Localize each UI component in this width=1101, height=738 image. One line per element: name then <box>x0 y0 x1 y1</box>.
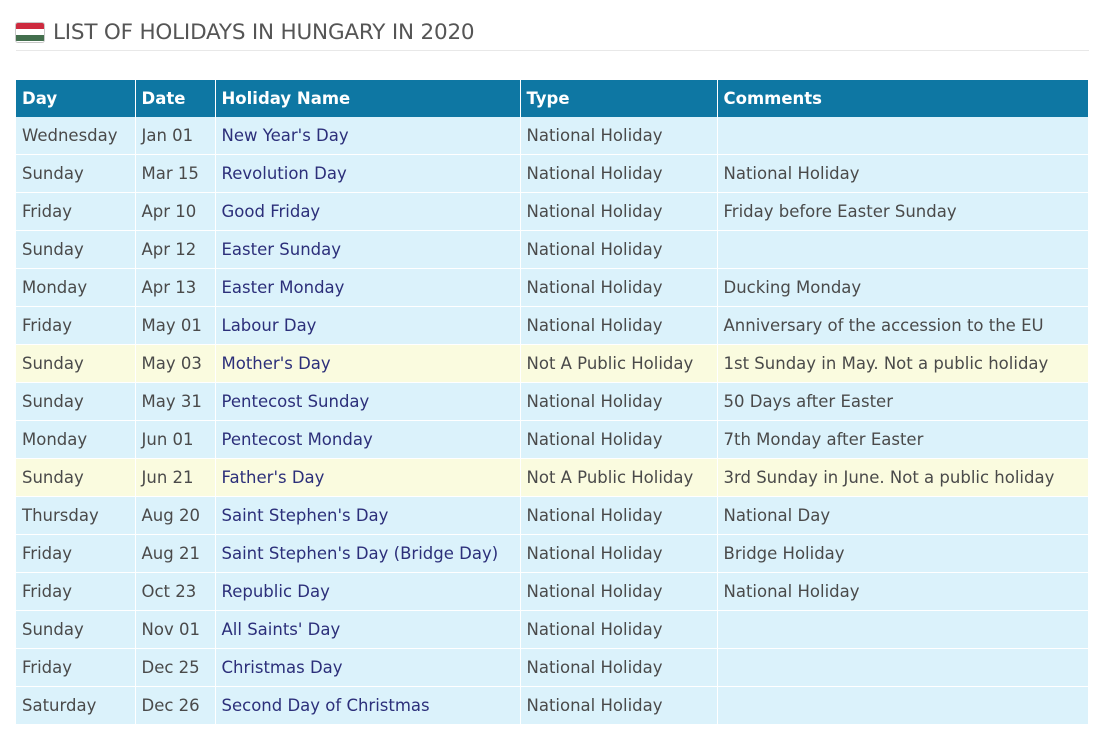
cell-day: Friday <box>16 535 135 573</box>
cell-day: Thursday <box>16 497 135 535</box>
cell-comments: 1st Sunday in May. Not a public holiday <box>717 345 1088 383</box>
cell-type: National Holiday <box>520 687 717 725</box>
cell-day: Sunday <box>16 345 135 383</box>
table-row <box>16 231 1088 269</box>
cell-date: Mar 15 <box>135 155 215 193</box>
cell-comments: Anniversary of the accession to the EU <box>717 307 1088 345</box>
cell-comments: Friday before Easter Sunday <box>717 193 1088 231</box>
cell-date: Jun 01 <box>135 421 215 459</box>
cell-date: Apr 10 <box>135 193 215 231</box>
table-row <box>16 269 1088 307</box>
table-row <box>16 649 1088 687</box>
cell-holiday-name[interactable]: Pentecost Sunday <box>215 383 520 421</box>
cell-type: National Holiday <box>520 269 717 307</box>
table-header-row <box>16 80 1088 117</box>
cell-type: National Holiday <box>520 649 717 687</box>
cell-type: National Holiday <box>520 383 717 421</box>
cell-date: May 31 <box>135 383 215 421</box>
cell-holiday-name[interactable]: All Saints' Day <box>215 611 520 649</box>
cell-type: National Holiday <box>520 497 717 535</box>
table-row <box>16 117 1088 155</box>
cell-date: May 03 <box>135 345 215 383</box>
column-header-comments[interactable]: Comments <box>717 80 1088 117</box>
cell-date: Nov 01 <box>135 611 215 649</box>
cell-day: Saturday <box>16 687 135 725</box>
cell-holiday-name[interactable]: Father's Day <box>215 459 520 497</box>
cell-type: National Holiday <box>520 611 717 649</box>
cell-day: Wednesday <box>16 117 135 155</box>
cell-holiday-name[interactable]: Christmas Day <box>215 649 520 687</box>
cell-type: National Holiday <box>520 535 717 573</box>
cell-comments <box>717 687 1088 725</box>
flag-stripe-green <box>16 35 44 41</box>
cell-type: National Holiday <box>520 155 717 193</box>
cell-holiday-name[interactable]: Mother's Day <box>215 345 520 383</box>
cell-day: Monday <box>16 421 135 459</box>
cell-date: May 01 <box>135 307 215 345</box>
cell-date: Jan 01 <box>135 117 215 155</box>
cell-type: National Holiday <box>520 231 717 269</box>
cell-date: Oct 23 <box>135 573 215 611</box>
table-row <box>16 687 1088 725</box>
cell-holiday-name[interactable]: Pentecost Monday <box>215 421 520 459</box>
cell-type: National Holiday <box>520 193 717 231</box>
cell-holiday-name[interactable]: Republic Day <box>215 573 520 611</box>
table-row <box>16 459 1088 497</box>
cell-date: Aug 20 <box>135 497 215 535</box>
column-header-type[interactable]: Type <box>520 80 717 117</box>
cell-holiday-name[interactable]: Saint Stephen's Day (Bridge Day) <box>215 535 520 573</box>
cell-type: National Holiday <box>520 573 717 611</box>
cell-comments: 3rd Sunday in June. Not a public holiday <box>717 459 1088 497</box>
table-row <box>16 345 1088 383</box>
table-row <box>16 573 1088 611</box>
page-title: LIST OF HOLIDAYS IN HUNGARY IN 2020 <box>53 19 475 45</box>
cell-day: Sunday <box>16 383 135 421</box>
column-header-holiday-name[interactable]: Holiday Name <box>215 80 520 117</box>
column-header-date[interactable]: Date <box>135 80 215 117</box>
cell-holiday-name[interactable]: Second Day of Christmas <box>215 687 520 725</box>
table-row <box>16 155 1088 193</box>
table-row <box>16 611 1088 649</box>
cell-day: Friday <box>16 307 135 345</box>
cell-type: National Holiday <box>520 421 717 459</box>
cell-holiday-name[interactable]: Labour Day <box>215 307 520 345</box>
cell-holiday-name[interactable]: Revolution Day <box>215 155 520 193</box>
holidays-table <box>16 80 1088 725</box>
table-row <box>16 193 1088 231</box>
table-row <box>16 497 1088 535</box>
cell-comments <box>717 649 1088 687</box>
cell-day: Friday <box>16 649 135 687</box>
cell-comments: National Day <box>717 497 1088 535</box>
cell-date: Dec 26 <box>135 687 215 725</box>
table-row <box>16 307 1088 345</box>
cell-comments <box>717 611 1088 649</box>
cell-date: Dec 25 <box>135 649 215 687</box>
cell-comments <box>717 117 1088 155</box>
cell-day: Friday <box>16 193 135 231</box>
cell-date: Aug 21 <box>135 535 215 573</box>
cell-holiday-name[interactable]: Easter Monday <box>215 269 520 307</box>
cell-comments: Bridge Holiday <box>717 535 1088 573</box>
cell-day: Sunday <box>16 611 135 649</box>
cell-day: Sunday <box>16 459 135 497</box>
table-body <box>16 117 1088 725</box>
cell-holiday-name[interactable]: Saint Stephen's Day <box>215 497 520 535</box>
cell-type: Not A Public Holiday <box>520 345 717 383</box>
cell-comments: National Holiday <box>717 155 1088 193</box>
cell-comments <box>717 231 1088 269</box>
cell-comments: Ducking Monday <box>717 269 1088 307</box>
cell-comments: 7th Monday after Easter <box>717 421 1088 459</box>
cell-holiday-name[interactable]: Easter Sunday <box>215 231 520 269</box>
cell-comments: 50 Days after Easter <box>717 383 1088 421</box>
column-header-day[interactable]: Day <box>16 80 135 117</box>
cell-day: Sunday <box>16 231 135 269</box>
cell-date: Jun 21 <box>135 459 215 497</box>
cell-holiday-name[interactable]: Good Friday <box>215 193 520 231</box>
cell-day: Sunday <box>16 155 135 193</box>
cell-date: Apr 13 <box>135 269 215 307</box>
page-header <box>16 14 1089 51</box>
cell-comments: National Holiday <box>717 573 1088 611</box>
table-row <box>16 421 1088 459</box>
cell-type: Not A Public Holiday <box>520 459 717 497</box>
cell-day: Friday <box>16 573 135 611</box>
hungary-flag-icon <box>16 23 44 42</box>
cell-day: Monday <box>16 269 135 307</box>
cell-type: National Holiday <box>520 307 717 345</box>
table-row <box>16 383 1088 421</box>
cell-date: Apr 12 <box>135 231 215 269</box>
table-row <box>16 535 1088 573</box>
cell-holiday-name[interactable]: New Year's Day <box>215 117 520 155</box>
cell-type: National Holiday <box>520 117 717 155</box>
